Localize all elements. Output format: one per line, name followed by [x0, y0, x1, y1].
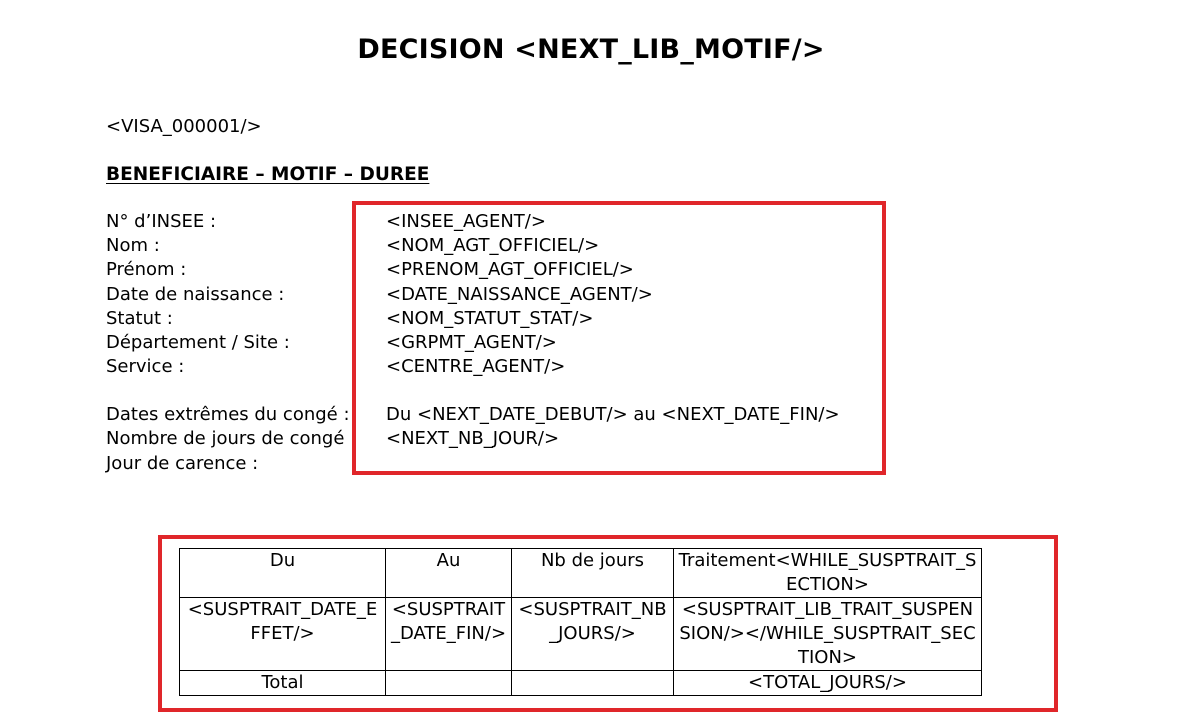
cell-nb-jours: <SUSPTRAIT_NB_JOURS/>	[512, 598, 674, 671]
page-title: DECISION <NEXT_LIB_MOTIF/>	[357, 34, 825, 65]
label-nombre-jours: Nombre de jours de congé :	[106, 428, 357, 449]
highlight-box-table	[158, 535, 1058, 712]
value-dates-extremes: Du <NEXT_DATE_DEBUT/> au <NEXT_DATE_FIN/>	[386, 404, 840, 425]
value-statut: <NOM_STATUT_STAT/>	[386, 308, 594, 329]
label-departement-site: Département / Site :	[106, 332, 290, 353]
value-departement-site: <GRPMT_AGENT/>	[386, 332, 557, 353]
highlight-box-beneficiary	[352, 201, 886, 475]
value-prenom: <PRENOM_AGT_OFFICIEL/>	[386, 259, 634, 280]
section-heading: BENEFICIAIRE – MOTIF – DUREE	[106, 164, 430, 185]
value-insee: <INSEE_AGENT/>	[386, 211, 546, 232]
header-du: Du	[180, 549, 386, 598]
label-insee: N° d’INSEE :	[106, 211, 217, 232]
value-date-naissance: <DATE_NAISSANCE_AGENT/>	[386, 284, 653, 305]
label-date-naissance: Date de naissance :	[106, 284, 285, 305]
label-nom: Nom :	[106, 235, 160, 256]
value-nom: <NOM_AGT_OFFICIEL/>	[386, 235, 600, 256]
cell-date-fin: <SUSPTRAIT_DATE_FIN/>	[386, 598, 512, 671]
cell-date-effet: <SUSPTRAIT_DATE_EFFET/>	[180, 598, 386, 671]
cell-total-value: <TOTAL_JOURS/>	[674, 671, 982, 696]
label-service: Service :	[106, 356, 185, 377]
header-au: Au	[386, 549, 512, 598]
value-service: <CENTRE_AGENT/>	[386, 356, 566, 377]
label-dates-extremes: Dates extrêmes du congé :	[106, 404, 350, 425]
cell-lib-traitement: <SUSPTRAIT_LIB_TRAIT_SUSPENSION/></WHILE_SUSPTRAIT_SECTION>	[674, 598, 982, 671]
label-statut: Statut :	[106, 308, 173, 329]
header-traitement: Traitement<WHILE_SUSPTRAIT_SECTION>	[674, 549, 982, 598]
header-nb-jours: Nb de jours	[512, 549, 674, 598]
label-prenom: Prénom :	[106, 259, 187, 280]
label-jour-carence: Jour de carence :	[106, 453, 259, 474]
visa-placeholder: <VISA_000001/>	[106, 116, 262, 137]
cell-total-label: Total	[180, 671, 386, 696]
value-nombre-jours: <NEXT_NB_JOUR/>	[386, 428, 560, 449]
